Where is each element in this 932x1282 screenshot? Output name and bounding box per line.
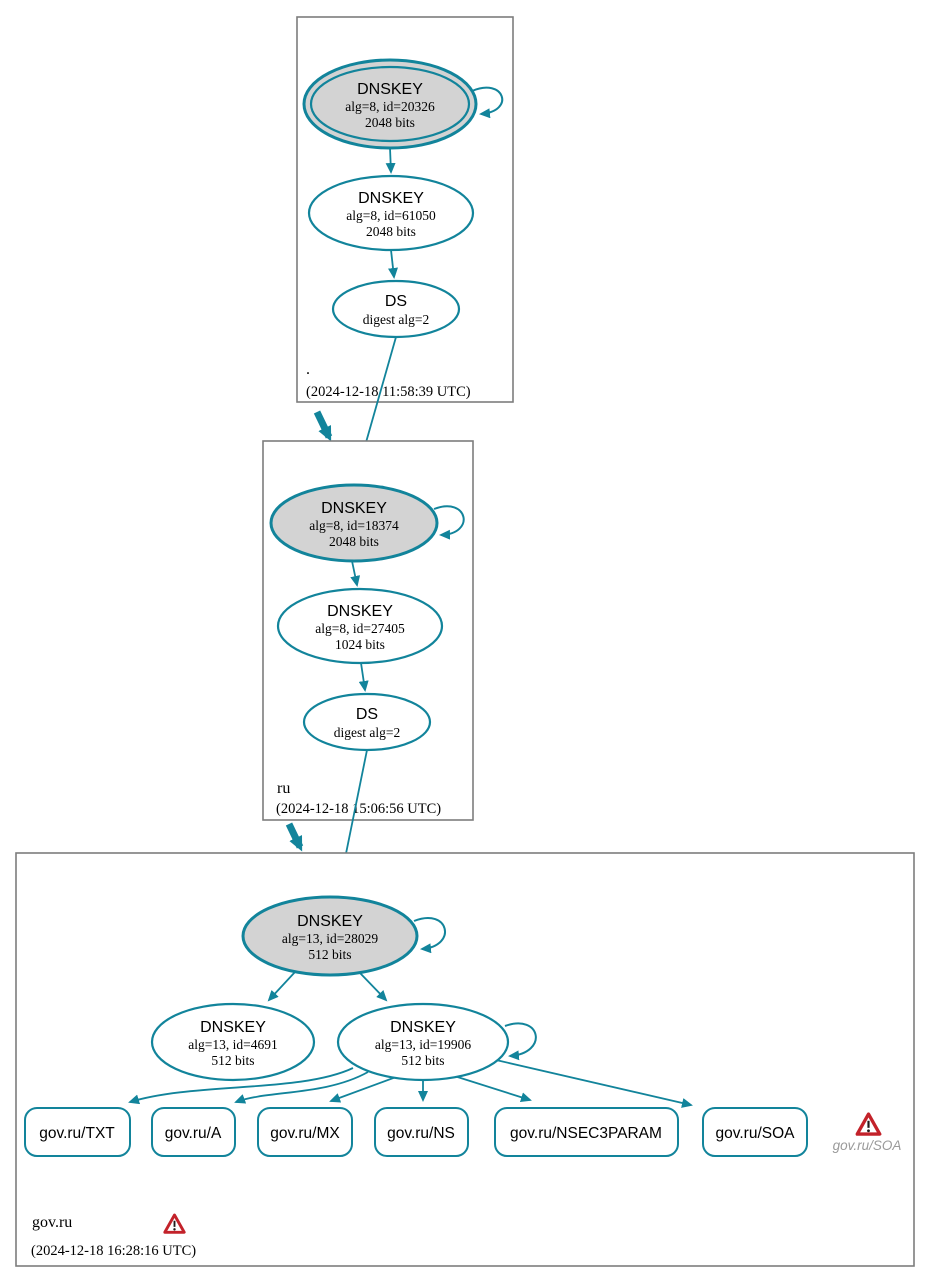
root-ds-detail: digest alg=2	[362, 312, 430, 327]
node-root-ds[interactable]	[333, 281, 459, 337]
zone-timestamp-ru: (2024-12-18 15:06:56 UTC)	[276, 801, 442, 817]
root-zsk-detail: alg=8, id=61050	[346, 208, 436, 223]
govru-zsk1-type: DNSKEY	[200, 1019, 266, 1036]
zone-ru	[263, 441, 473, 820]
node-rrset-nsec3param[interactable]	[495, 1108, 678, 1156]
node-rrset-ns[interactable]	[375, 1108, 468, 1156]
node-rrset-soa[interactable]	[703, 1108, 807, 1156]
zone-govru	[16, 853, 914, 1266]
root-ksk-detail: alg=8, id=20326	[345, 99, 435, 114]
ru-ds-detail: digest alg=2	[333, 725, 401, 740]
zone-label-govru: gov.ru	[32, 1214, 73, 1231]
ru-ksk-bits: 2048 bits	[329, 534, 379, 549]
node-govru-ksk[interactable]	[243, 897, 417, 975]
rrset-mx-label: gov.ru/MX	[270, 1125, 340, 1142]
node-rrset-txt[interactable]	[25, 1108, 130, 1156]
govru-zsk2-detail: alg=13, id=19906	[374, 1037, 472, 1052]
govru-zsk2-type: DNSKEY	[390, 1019, 456, 1036]
node-ru-ksk[interactable]	[271, 485, 437, 561]
edge-root-ksk-to-zsk	[390, 148, 391, 172]
node-ru-ds[interactable]	[304, 694, 430, 750]
rrset-soa-label: gov.ru/SOA	[715, 1125, 795, 1142]
govru-zsk1-detail: alg=13, id=4691	[188, 1037, 278, 1052]
delegation-arrow-ru-to-govru	[289, 824, 300, 847]
node-govru-zsk1[interactable]	[152, 1004, 314, 1080]
ru-zsk-bits: 1024 bits	[335, 637, 385, 652]
rrset-soa-error-label: gov.ru/SOA	[832, 1138, 902, 1153]
node-govru-zsk2[interactable]	[338, 1004, 508, 1080]
ru-ksk-type: DNSKEY	[321, 500, 387, 517]
govru-ksk-detail: alg=13, id=28029	[281, 931, 379, 946]
node-ru-zsk[interactable]	[278, 589, 442, 663]
zone-timestamp-root: (2024-12-18 11:58:39 UTC)	[306, 384, 471, 400]
ru-zsk-type: DNSKEY	[327, 603, 393, 620]
root-ksk-type: DNSKEY	[357, 81, 423, 98]
delegation-arrow-root-to-ru	[317, 412, 329, 437]
root-ksk-bits: 2048 bits	[365, 115, 415, 130]
rrset-txt-label: gov.ru/TXT	[39, 1125, 115, 1142]
root-zsk-type: DNSKEY	[358, 190, 424, 207]
ru-zsk-detail: alg=8, id=27405	[315, 621, 405, 636]
rrset-a-label: gov.ru/A	[164, 1125, 222, 1142]
zone-label-root: .	[306, 361, 310, 378]
zone-timestamp-govru: (2024-12-18 16:28:16 UTC)	[31, 1243, 197, 1259]
root-zsk-bits: 2048 bits	[366, 224, 416, 239]
govru-ksk-type: DNSKEY	[297, 913, 363, 930]
ru-ds-type: DS	[355, 706, 379, 723]
rrset-ns-label: gov.ru/NS	[387, 1125, 455, 1142]
zone-label-ru: ru	[277, 780, 291, 797]
node-rrset-a[interactable]	[152, 1108, 235, 1156]
govru-zsk2-bits: 512 bits	[401, 1053, 445, 1068]
ru-ksk-detail: alg=8, id=18374	[309, 518, 399, 533]
govru-zsk1-bits: 512 bits	[211, 1053, 255, 1068]
zone-root	[297, 17, 513, 402]
root-ds-type: DS	[384, 293, 408, 310]
node-root-zsk[interactable]	[309, 176, 473, 250]
node-rrset-mx[interactable]	[258, 1108, 352, 1156]
node-root-ksk[interactable]	[304, 60, 476, 148]
rrset-nsec3param-label: gov.ru/NSEC3PARAM	[510, 1125, 662, 1142]
govru-ksk-bits: 512 bits	[308, 947, 352, 962]
